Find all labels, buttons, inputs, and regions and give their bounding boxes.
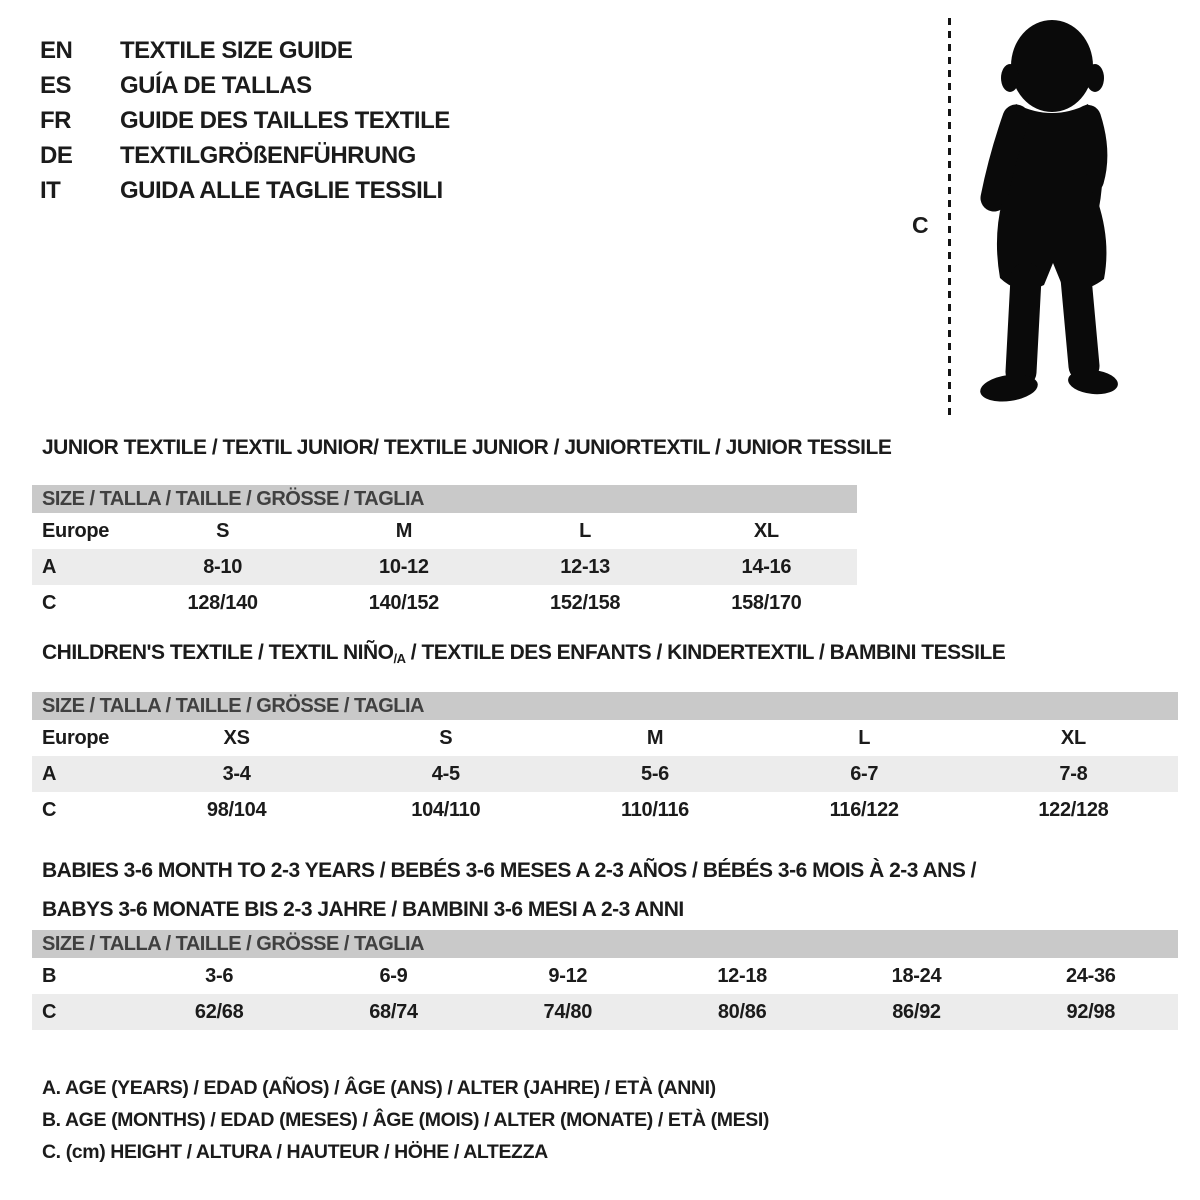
measure-c-label: C xyxy=(912,212,929,238)
lang-code: FR xyxy=(40,107,71,134)
age-cell: 14-16 xyxy=(741,555,792,578)
children-section-title xyxy=(32,641,1178,665)
height-cell: 98/104 xyxy=(206,798,267,821)
age-cell: 12-13 xyxy=(560,555,610,578)
size-header-bar: SIZE / TALLA / TAILLE / GRÖSSE / TAGLIA xyxy=(32,692,1178,720)
size-cell: L xyxy=(579,519,592,542)
babies-size-table xyxy=(32,930,1178,1030)
lang-row-it xyxy=(40,173,450,208)
table-row-height xyxy=(32,994,1178,1030)
height-cell: 104/110 xyxy=(411,798,481,821)
children-size-table xyxy=(32,692,1178,828)
age-cell: 5-6 xyxy=(641,762,670,785)
height-cell: 68/74 xyxy=(369,1000,418,1023)
size-cell: XL xyxy=(1060,726,1086,749)
lang-code: EN xyxy=(40,37,73,64)
height-cell: 128/140 xyxy=(187,591,258,614)
lang-row-de xyxy=(40,138,450,173)
babies-textile-section xyxy=(32,851,1178,1030)
table-row-age xyxy=(32,756,1178,792)
size-header-bar: SIZE / TALLA / TAILLE / GRÖSSE / TAGLIA xyxy=(32,485,857,513)
lang-row-fr xyxy=(40,103,450,138)
height-cell: 92/98 xyxy=(1066,1000,1116,1023)
months-cell: 3-6 xyxy=(205,964,234,987)
height-cell: 152/158 xyxy=(550,591,621,614)
table-row-height xyxy=(32,585,857,621)
table-row-months xyxy=(32,958,1178,994)
row-label: Europe xyxy=(42,726,110,749)
title-subscript: /A xyxy=(393,651,406,666)
size-header-bar: SIZE / TALLA / TAILLE / GRÖSSE / TAGLIA xyxy=(32,930,1178,958)
size-cell: S xyxy=(439,726,453,749)
junior-section-title: JUNIOR TEXTILE / TEXTIL JUNIOR/ TEXTILE JUNIOR / JUNIORTEXTIL / JUNIOR TESSILE xyxy=(42,436,892,459)
babies-section-title-line1: BABIES 3-6 MONTH TO 2-3 YEARS / BEBÉS 3-6 MESES A 2-3 AÑOS / BÉBÉS 3-6 MOIS À 2-3 ANS / xyxy=(42,859,977,882)
age-cell: 6-7 xyxy=(850,762,879,785)
language-title-block xyxy=(40,33,450,208)
children-textile-section xyxy=(32,641,1178,828)
lang-code: ES xyxy=(40,72,72,99)
height-cell: 74/80 xyxy=(543,1000,593,1023)
babies-section-title-line2: BABYS 3-6 MONATE BIS 2-3 JAHRE / BAMBINI 3-6 MESI A 2-3 ANNI xyxy=(42,898,684,921)
row-label: C xyxy=(42,591,57,614)
row-label: A xyxy=(42,762,57,785)
size-cell: M xyxy=(395,519,413,542)
height-dashed-line xyxy=(948,18,951,416)
size-cell: XL xyxy=(753,519,779,542)
footnotes-block xyxy=(42,1072,769,1168)
age-cell: 10-12 xyxy=(379,555,429,578)
age-cell: 8-10 xyxy=(203,555,243,578)
age-cell: 7-8 xyxy=(1059,762,1088,785)
height-cell: 116/122 xyxy=(829,798,899,821)
lang-code: DE xyxy=(40,142,73,169)
footnote-a: A. AGE (YEARS) / EDAD (AÑOS) / ÂGE (ANS) / ALTER (JAHRE) / ETÀ (ANNI) xyxy=(42,1077,716,1099)
size-cell: L xyxy=(858,726,871,749)
row-label: C xyxy=(42,1000,57,1023)
height-cell: 62/68 xyxy=(194,1000,244,1023)
months-cell: 12-18 xyxy=(717,964,767,987)
row-label: A xyxy=(42,555,57,578)
row-label: C xyxy=(42,798,57,821)
guide-title-it: GUIDA ALLE TAGLIE TESSILI xyxy=(120,177,443,204)
height-cell: 86/92 xyxy=(892,1000,941,1023)
row-label: Europe xyxy=(42,519,110,542)
baby-toddler-silhouette-icon xyxy=(964,16,1134,420)
table-row-height xyxy=(32,792,1178,828)
junior-size-table xyxy=(32,485,857,621)
months-cell: 9-12 xyxy=(548,964,588,987)
age-cell: 4-5 xyxy=(431,762,460,785)
guide-title-es: GUÍA DE TALLAS xyxy=(120,72,312,99)
title-text: / TEXTILE DES ENFANTS / KINDERTEXTIL / BAMBINI TESSILE xyxy=(405,641,1006,664)
title-text: CHILDREN'S TEXTILE / TEXTIL NIÑO xyxy=(42,641,394,664)
height-cell: 158/170 xyxy=(731,591,802,614)
height-cell: 80/86 xyxy=(717,1000,767,1023)
months-cell: 18-24 xyxy=(891,964,942,987)
footnote-b: B. AGE (MONTHS) / EDAD (MESES) / ÂGE (MOIS) / ALTER (MONATE) / ETÀ (MESI) xyxy=(42,1109,769,1131)
junior-textile-section xyxy=(32,436,892,621)
months-cell: 24-36 xyxy=(1065,964,1116,987)
footnote-c: C. (cm) HEIGHT / ALTURA / HAUTEUR / HÖHE / ALTEZZA xyxy=(42,1141,548,1163)
lang-row-en xyxy=(40,33,450,68)
height-cell: 110/116 xyxy=(621,798,689,821)
size-cell: S xyxy=(216,519,230,542)
table-row-europe xyxy=(32,720,1178,756)
age-cell: 3-4 xyxy=(222,762,251,785)
guide-title-fr: GUIDE DES TAILLES TEXTILE xyxy=(120,107,450,134)
guide-title-de: TEXTILGRÖßENFÜHRUNG xyxy=(120,142,416,169)
height-cell: 140/152 xyxy=(368,591,439,614)
size-cell: XS xyxy=(223,726,250,749)
size-cell: M xyxy=(646,726,664,749)
height-cell: 122/128 xyxy=(1038,798,1109,821)
guide-title-en: TEXTILE SIZE GUIDE xyxy=(120,37,353,64)
height-measure-figure xyxy=(900,14,1160,426)
months-cell: 6-9 xyxy=(379,964,408,987)
table-row-age xyxy=(32,549,857,585)
row-label: B xyxy=(42,964,57,987)
lang-code: IT xyxy=(40,177,61,204)
lang-row-es xyxy=(40,68,450,103)
table-row-europe xyxy=(32,513,857,549)
